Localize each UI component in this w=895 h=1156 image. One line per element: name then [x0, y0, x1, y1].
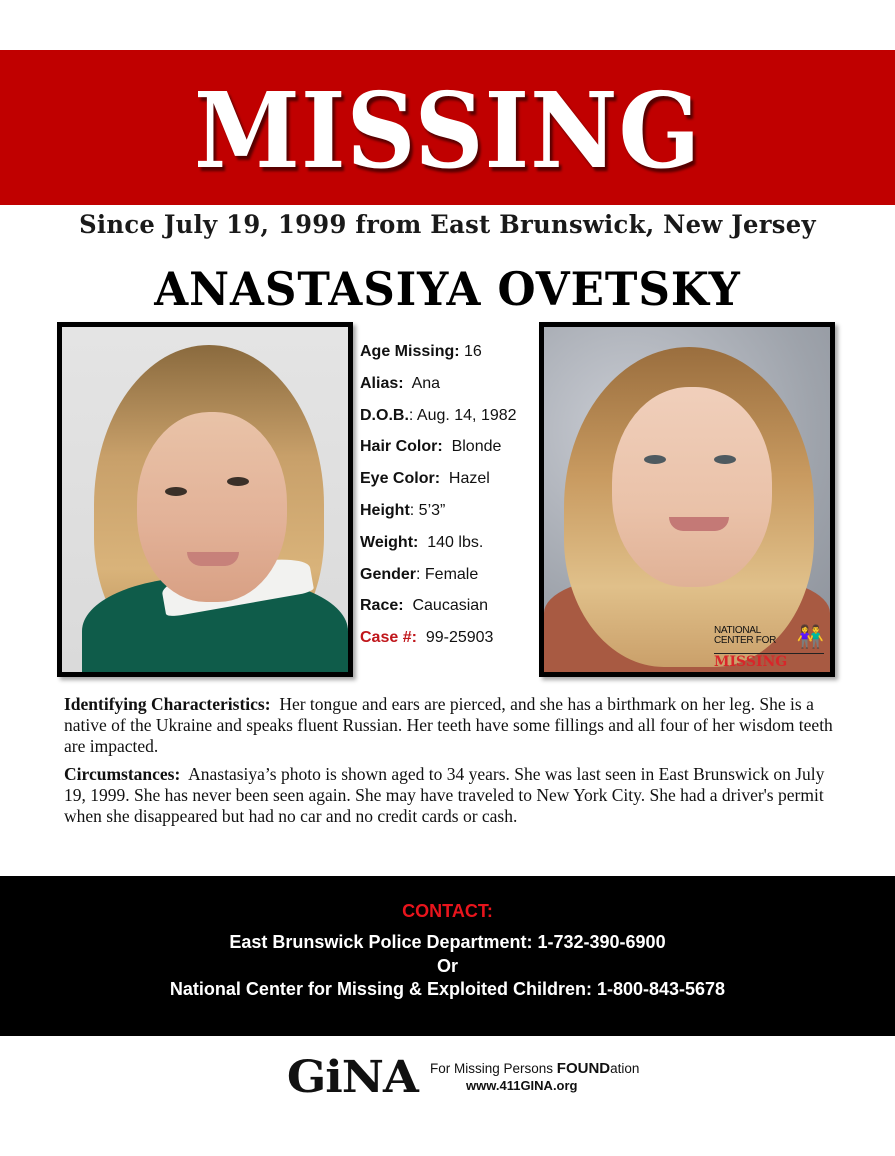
photo-age-progressed [539, 322, 835, 677]
gina-url: www.411GINA.org [466, 1078, 578, 1093]
photo-original [57, 322, 353, 677]
ncmec-watermark: NATIONAL CENTER FOR 👫 MISSING [714, 624, 824, 670]
person-name: ANASTASIYA OVETSKY [154, 262, 741, 316]
fact-case-number: Case #: 99-25903 [360, 629, 494, 647]
fact-alias: Alias: Ana [360, 374, 441, 392]
gina-tagline: For Missing Persons FOUNDation [430, 1060, 640, 1077]
fact-eye-color: Eye Color: Hazel [360, 470, 490, 488]
missing-banner [0, 50, 895, 205]
missing-title: MISSING [193, 69, 702, 192]
fact-age-missing: Age Missing: 16 [360, 343, 482, 360]
gina-footer [286, 1052, 640, 1103]
fact-weight: Weight: 140 lbs. [360, 533, 484, 551]
contact-label: CONTACT: [402, 901, 493, 921]
fact-dob: D.O.B.: Aug. 14, 1982 [360, 406, 517, 424]
contact-or: Or [436, 956, 458, 976]
fact-hair-color: Hair Color: Blonde [360, 438, 502, 456]
since-line: Since July 19, 1999 from East Brunswick, New Jersey [79, 210, 816, 239]
contact-ncmec: National Center for Missing & Exploited Children: 1-800-843-5678 [169, 979, 726, 999]
children-silhouette-icon: 👫 [796, 624, 824, 649]
gina-logo: GiNA [286, 1052, 418, 1103]
fact-height: Height: 5’3” [360, 501, 446, 519]
contact-police: East Brunswick Police Department: 1-732-390-6900 [229, 932, 666, 952]
identifying-characteristics: Identifying Characteristics: Her tongue and ears are pierced, and she has a birthmark on her leg. She is a native of the Ukraine and speaks fluent Russian. Her teeth have some fillings and all four of her wisdom teeth are impacted. [64, 694, 833, 756]
fact-race: Race: Caucasian [360, 597, 489, 615]
contact-section [0, 876, 895, 1036]
fact-gender: Gender: Female [360, 565, 479, 583]
circumstances: Circumstances: Anastasiya’s photo is shown aged to 34 years. She was last seen in East Brunswick on July 19, 1999. She has never been seen again. She may have traveled to New York City. She had a driver's permit when she disappeared but had no car and no credit cards or cash. [64, 764, 825, 826]
fact-list [360, 340, 540, 658]
description [64, 694, 844, 834]
